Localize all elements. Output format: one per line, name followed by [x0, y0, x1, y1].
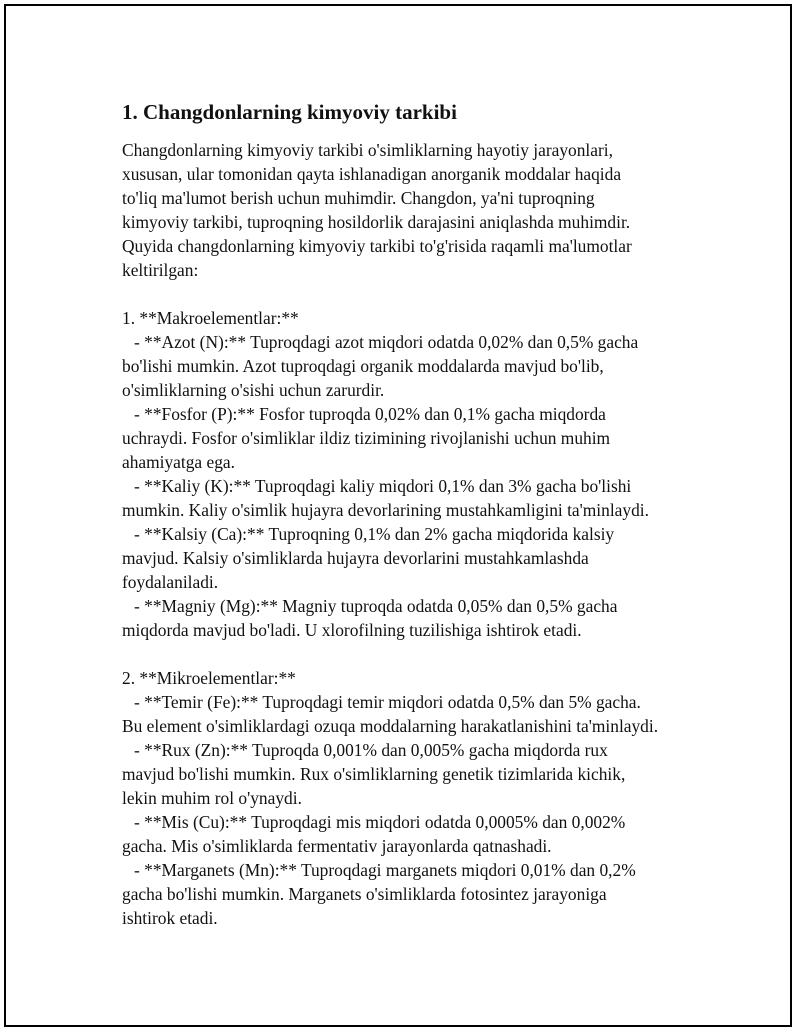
document-page: [4, 4, 792, 1027]
list-item-rux: - **Rux (Zn):** Tuproqda 0,001% dan 0,005% gacha miqdorda rux mavjud bo'lishi mumkin. Rux o'simliklarning genetik tizimlarida kichik, lekin muhim rol o'ynaydi.: [122, 740, 626, 808]
document-content: [122, 98, 702, 930]
list-item-azot: - **Azot (N):** Tuproqdagi azot miqdori odatda 0,02% dan 0,5% gacha bo'lishi mumkin. Azot tuproqdagi organik moddalarda mavjud bo'lib, o'simliklarning o'sishi uchun zarurdir.: [122, 332, 639, 400]
section-title: 1. **Makroelementlar:**: [122, 308, 299, 328]
section-title: 2. **Mikroelementlar:**: [122, 668, 296, 688]
list-item-marganets: - **Marganets (Mn):** Tuproqdagi marganets miqdori 0,01% dan 0,2% gacha bo'lishi mumkin. Marganets o'simliklarda fotosintez jarayoniga ishtirok etadi.: [122, 860, 636, 928]
section-macroelements: [122, 306, 702, 642]
list-item-kalsiy: - **Kalsiy (Ca):** Tuproqning 0,1% dan 2% gacha miqdorida kalsiy mavjud. Kalsiy o'simliklarda hujayra devorlarini mustahkamlashda foydalaniladi.: [122, 524, 615, 592]
list-item-kaliy: - **Kaliy (K):** Tuproqdagi kaliy miqdori 0,1% dan 3% gacha bo'lishi mumkin. Kaliy o'simlik hujayra devorlarining mustahkamligini ta'minlaydi.: [122, 476, 649, 520]
list-item-magniy: - **Magniy (Mg):** Magniy tuproqda odatda 0,05% dan 0,5% gacha miqdorda mavjud bo'ladi. U xlorofilning tuzilishiga ishtirok etadi.: [122, 596, 618, 640]
list-item-fosfor: - **Fosfor (P):** Fosfor tuproqda 0,02% dan 0,1% gacha miqdorda uchraydi. Fosfor o'simliklar ildiz tizimining rivojlanishi uchun muhim ahamiyatga ega.: [122, 404, 611, 472]
page-title: 1. Changdonlarning kimyoviy tarkibi: [122, 100, 457, 124]
list-item-mis: - **Mis (Cu):** Tuproqdagi mis miqdori odatda 0,0005% dan 0,002% gacha. Mis o'simliklarda fermentativ jarayonlarda qatnashadi.: [122, 812, 626, 856]
list-item-temir: - **Temir (Fe):** Tuproqdagi temir miqdori odatda 0,5% dan 5% gacha. Bu element o'simliklardagi ozuqa moddalarning harakatlanishini ta'minlaydi.: [122, 692, 659, 736]
section-microelements: [122, 666, 702, 930]
intro-paragraph: Changdonlarning kimyoviy tarkibi o'simliklarning hayotiy jarayonlari, xususan, ular tomonidan qayta ishlanadigan anorganik moddalar haqida to'liq ma'lumot berish uchun muhimdir. Changdon, ya'ni tuproqning kimyoviy tarkibi, tuproqning hosildorlik darajasini aniqlashda muhimdir. Quyida changdonlarning kimyoviy tarkibi to'g'risida raqamli ma'lumotlar keltirilgan:: [122, 140, 632, 280]
